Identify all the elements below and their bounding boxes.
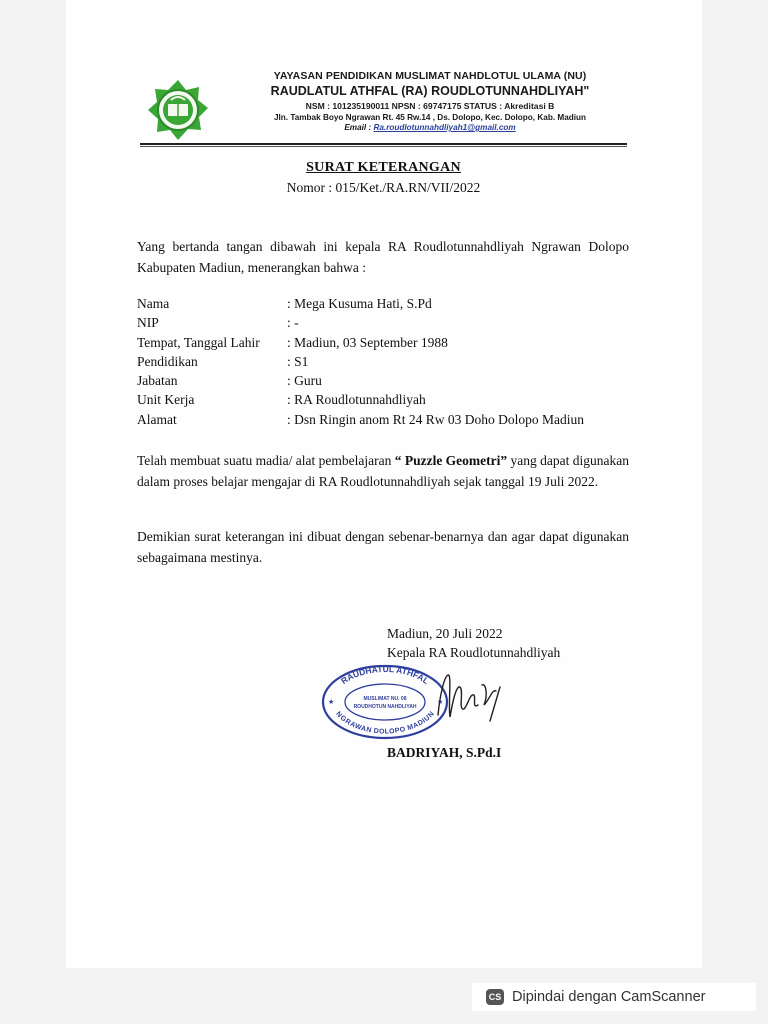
field-value: : S1: [287, 353, 309, 369]
email-link[interactable]: Ra.roudlotunnahdliyah1@gmail.com: [373, 123, 516, 132]
field-row: [137, 315, 584, 334]
field-row: [137, 335, 584, 354]
intro-paragraph: Yang bertanda tangan dibawah ini kepala RA Roudlotunnahdliyah Ngrawan Dolopo Kabupaten Madiun, menerangkan bahwa :: [137, 239, 629, 275]
svg-text:★: ★: [328, 698, 335, 706]
field-value: : Dsn Ringin anom Rt 24 Rw 03 Doho Dolopo Madiun: [287, 411, 585, 427]
field-label: Tempat, Tanggal Lahir: [137, 334, 260, 350]
camscanner-badge: CS: [486, 989, 504, 1005]
school-ids: NSM : 101235190011 NPSN : 69747175 STATUS : Akreditasi B: [305, 101, 555, 111]
field-label: Alamat: [137, 411, 177, 427]
field-row: [137, 354, 584, 373]
camscanner-watermark: [472, 983, 756, 1011]
field-value: : Guru: [287, 373, 322, 389]
field-value: : Madiun, 03 September 1988: [287, 334, 448, 350]
body-text-post: yang dapat digunakan dalam proses belajar mengajar di RA Roudlotunnahdliyah sejak tanggal 19 Juli 2022.: [137, 453, 629, 489]
media-title: “ Puzzle Geometri”: [394, 453, 508, 468]
field-label: Unit Kerja: [137, 392, 195, 408]
stamp-inner-1: MUSLIMAT NU. 08: [363, 696, 407, 702]
foundation-name: YAYASAN PENDIDIKAN MUSLIMAT NAHDLOTUL ULAMA (NU): [273, 70, 587, 82]
camscanner-text: Dipindai dengan CamScanner: [512, 989, 706, 1005]
signer-position: Kepala RA Roudlotunnahdliyah: [387, 645, 561, 660]
field-row: [137, 412, 584, 431]
handwritten-signature: [430, 665, 510, 725]
document-number: Nomor : 015/Ket./RA.RN/VII/2022: [286, 180, 481, 195]
letterhead-rule-thick: [140, 143, 627, 145]
body-text-pre: Telah membuat suatu madia/ alat pembelajaran: [137, 453, 395, 468]
stamp-top-text: RAUDHATUL ATHFAL: [339, 663, 432, 686]
body-paragraph: [137, 450, 629, 492]
stamp-bottom-text: NGRAWAN DOLOPO MADIUN: [334, 710, 436, 736]
signer-name: BADRIYAH, S.Pd.I: [387, 745, 502, 760]
identity-fields: [137, 296, 584, 431]
field-value: : -: [287, 315, 299, 331]
school-logo-icon: [146, 78, 210, 142]
school-email: [240, 123, 620, 132]
field-label: Nama: [137, 296, 170, 311]
signature-block: [387, 624, 560, 662]
field-value: : Mega Kusuma Hati, S.Pd: [287, 296, 432, 311]
place-date: Madiun, 20 Juli 2022: [387, 626, 503, 641]
field-row: [137, 296, 584, 315]
document-title: SURAT KETERANGAN: [306, 160, 461, 175]
svg-text:★: ★: [437, 698, 444, 706]
letterhead: [240, 70, 620, 132]
field-label: NIP: [137, 315, 159, 331]
field-row: [137, 392, 584, 411]
email-label: Email :: [344, 123, 374, 132]
school-address: Jln. Tambak Boyo Ngrawan Rt. 45 Rw.14 , Ds. Dolopo, Kec. Dolopo, Kab. Madiun: [273, 113, 587, 122]
svg-text:RAUDHATUL ATHFAL: [339, 664, 431, 686]
field-label: Pendidikan: [137, 353, 198, 369]
field-value: : RA Roudlotunnahdliyah: [287, 392, 426, 408]
closing-paragraph: Demikian surat keterangan ini dibuat dengan sebenar-benarnya dan agar dapat digunakan sebagaimana mestinya.: [137, 529, 629, 565]
field-row: [137, 373, 584, 392]
stamp-inner-2: ROUDHOTUN NAHDLIYAH: [353, 704, 417, 710]
school-name: RAUDLATUL ATHFAL (RA) ROUDLOTUNNAHDLIYAH": [270, 84, 590, 98]
letterhead-rule-thin: [140, 146, 627, 147]
field-label: Jabatan: [137, 373, 178, 389]
